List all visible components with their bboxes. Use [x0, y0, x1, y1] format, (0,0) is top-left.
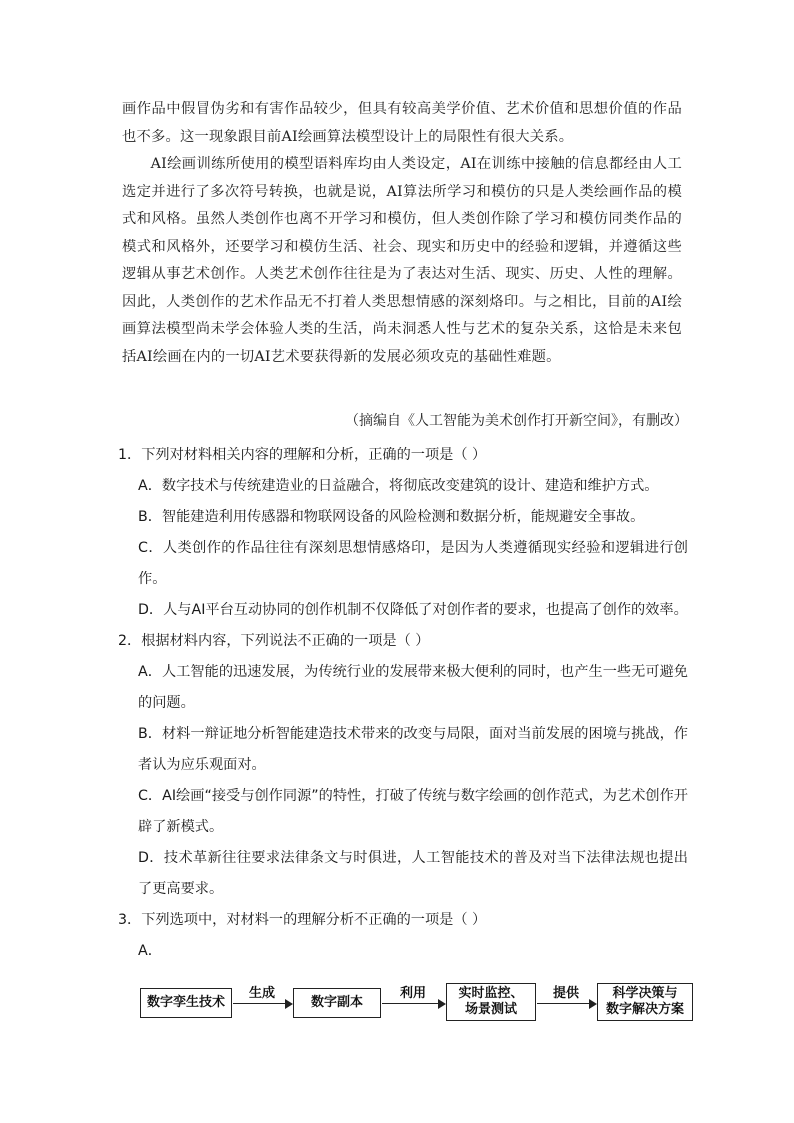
question-2: [118, 626, 688, 905]
option-b[interactable]: B．智能建造利用传感器和物联网设备的风险检测和数据分析，能规避安全事故。: [138, 509, 645, 525]
reading-passage: [122, 96, 682, 371]
question-3: [118, 905, 688, 967]
flow-arrow-3: [537, 1003, 595, 1004]
flow-edge-label-2: 利用: [399, 986, 426, 1001]
flow-arrow-1: [233, 1003, 291, 1004]
flow-arrow-2: [382, 1003, 444, 1004]
option-a[interactable]: A．人工智能的迅速发展，为传统行业的发展带来极大便利的同时，也产生一些无可避免的问题。: [138, 664, 688, 711]
question-list: [118, 440, 688, 967]
passage-source: （摘编自《人工智能为美术创作打开新空间》，有删改）: [345, 413, 688, 429]
option-d[interactable]: D．技术革新往往要求法律条文与时俱进，人工智能技术的普及对当下法律法规也提出了更高要求。: [138, 850, 688, 897]
flow-edge-label-3: 提供: [552, 986, 579, 1001]
passage-paragraph-2: AI绘画训练所使用的模型语料库均由人类设定，AI在训练中接触的信息都经由人工选定并进行了多次符号转换，也就是说，AI算法所学习和模仿的只是人类绘画作品的模式和风格。虽然人类创作也离不开学习和模仿，但人类创作除了学习和模仿同类作品的模式和风格外，还要学习和模仿生活、社会、现实和历史中的经验和逻辑，并遵循这些逻辑从事艺术创作。人类艺术创作往往是为了表达对生活、现实、历史、人性的理解。因此，人类创作的艺术作品无不打着人类思想情感的深刻烙印。与之相比，目前的AI绘画算法模型尚未学会体验人类的生活，尚未洞悉人性与艺术的复杂关系，这恰是未来包括AI绘画在内的一切AI艺术要获得新的发展必须攻克的基础性难题。: [122, 156, 682, 365]
option-c[interactable]: C．人类创作的作品往往有深刻思想情感烙印，是因为人类遵循现实经验和逻辑进行创作。: [138, 540, 688, 587]
option-b[interactable]: B．材料一辩证地分析智能建造技术带来的改变与局限，面对当前发展的困境与挑战，作者认为应乐观面对。: [138, 726, 688, 773]
question-stem: 2．根据材料内容，下列说法不正确的一项是（ ）: [118, 633, 430, 649]
flow-node-monitor-test: 实时监控、 场景测试: [446, 983, 536, 1021]
option-a[interactable]: A．: [138, 943, 162, 959]
flowchart-diagram: [140, 980, 700, 1024]
option-d[interactable]: D．人与AI平台互动协同的创作机制不仅降低了对创作者的要求，也提高了创作的效率。: [138, 602, 688, 618]
flow-node-decision-solution: 科学决策与 数字解决方案: [597, 983, 693, 1021]
option-c[interactable]: C．AI绘画“接受与创作同源”的特性，打破了传统与数字绘画的创作范式，为艺术创作开辟了新模式。: [138, 788, 688, 835]
question-stem: 1．下列对材料相关内容的理解和分析，正确的一项是（ ）: [118, 447, 487, 463]
flow-edge-label-1: 生成: [248, 986, 275, 1001]
passage-paragraph-1: 画作品中假冒伪劣和有害作品较少，但具有较高美学价值、艺术价值和思想价值的作品也不多。这一现象跟目前AI绘画算法模型设计上的局限性有很大关系。: [122, 101, 682, 145]
flow-node-digital-copy: 数字副本: [293, 988, 381, 1018]
question-stem: 3．下列选项中，对材料一的理解分析不正确的一项是（ ）: [118, 912, 487, 928]
option-a[interactable]: A．数字技术与传统建造业的日益融合，将彻底改变建筑的设计、建造和维护方式。: [138, 478, 659, 494]
question-1: [118, 440, 688, 626]
flow-node-digital-twin: 数字孪生技术: [140, 988, 232, 1018]
